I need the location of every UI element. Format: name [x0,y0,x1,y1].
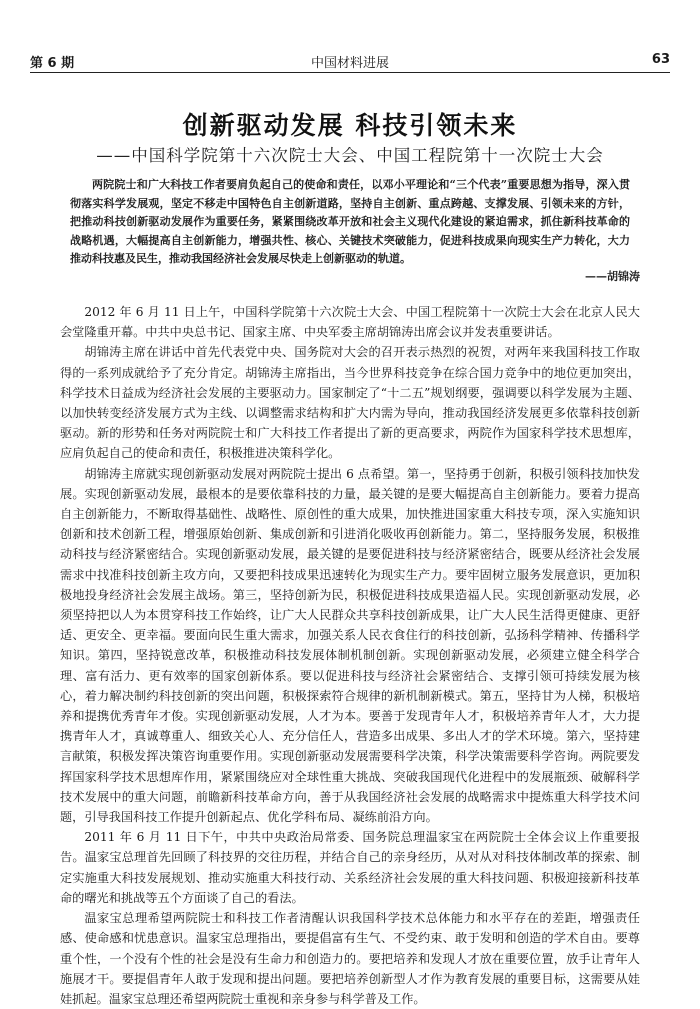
body-paragraph: 2012 年 6 月 11 日上午，中国科学院第十六次院士大会、中国工程院第十一次院士大会在北京人民大会堂隆重开幕。中共中央总书记、国家主席、中央军委主席胡锦涛出席会议并发表重要讲话。 [60,305,640,340]
article-body [60,302,640,1009]
page-number: 63 [651,52,670,67]
running-header [30,52,670,73]
journal-name: 中国材料进展 [310,56,389,71]
article-subtitle: ——中国科学院第十六次院士大会、中国工程院第十一次院士大会 [96,146,604,165]
body-paragraph: 胡锦涛主席在讲话中首先代表党中央、国务院对大会的召开表示热烈的祝贺，对两年来我国科技工作取得的一系列成就给予了充分肯定。胡锦涛主席指出，当今世界科技竞争在综合国力竞争中的地位更加突出，科学技术日益成为经济社会发展的主要驱动力。国家制定了“十二五”规划纲要，强调要以科学发展为主题、以加快转变经济发展方式为主线、以调整需求结构和扩大内需为导向，推动我国经济发展更多依靠科技创新驱动。新的形势和任务对两院院士和广大科技工作者提出了新的更高要求，两院作为国家科学技术思想库，应肩负起自己的使命和责任，积极推进决策科学化。 [60,345,640,461]
article-title: 创新驱动发展 科技引领未来 [182,111,518,140]
issue-number: 第 6 期 [30,56,75,71]
article-abstract: 两院院士和广大科技工作者要肩负起自己的使命和责任，以邓小平理论和“三个代表”重要思想为指导，深入贯彻落实科学发展观，坚定不移走中国特色自主创新道路，坚持自主创新、重点跨越、支撑发展、引领未来的方针，把推动科技创新驱动发展作为重要任务，紧紧围绕改革开放和社会主义现代化建设的紧迫需求，抓住新科技革命的战略机遇，大幅提高自主创新能力，增强共性、核心、关键技术突破能力，促进科技成果向现实生产力转化，大力推动科技惠及民生，推动我国经济社会发展尽快走上创新驱动的轨道。 [70,178,630,265]
abstract-signature: ——胡锦涛 [585,270,640,283]
body-paragraph: 胡锦涛主席就实现创新驱动发展对两院院士提出 6 点希望。第一，坚持勇于创新，积极引领科技加快发展。实现创新驱动发展，最根本的是要依靠科技的力量，最关键的是要大幅提高自主创新能力。要着力提高自主创新能力，不断取得基础性、战略性、原创性的重大成果，加快推进国家重大科技专项，深入实施知识创新和技术创新工程，增强原始创新、集成创新和引进消化吸收再创新能力。第二，坚持服务发展，积极推动科技与经济紧密结合。实现创新驱动发展，最关键的是要促进科技与经济紧密结合，既要从经济社会发展需求中找准科技创新主攻方向，又要把科技成果迅速转化为现实生产力。要牢固树立服务发展意识，更加积极地投身经济社会发展主战场。第三，坚持创新为民，积极促进科技成果造福人民。实现创新驱动发展，必须坚持把以人为本贯穿科技工作始终，让广大人民群众共享科技创新成果，让广大人民生活得更健康、更舒适、更安全、更幸福。要面向民生重大需求，加强关系人民衣食住行的科技创新，弘扬科学精神、传播科学知识。第四，坚持锐意改革，积极推动科技发展体制机制创新。实现创新驱动发展，必须建立健全科学合理、富有活力、更有效率的国家创新体系。要以促进科技与经济社会紧密结合、支撑引领可持续发展为核心，着力解决制约科技创新的突出问题，积极探索符合规律的新机制新模式。第五，坚持甘为人梯，积极培养和提携优秀青年才俊。实现创新驱动发展，人才为本。要善于发现青年人才，积极培养青年人才，大力提携青年人才，真诚尊重人、细致关心人、充分信任人，营造多出成果、多出人才的学术环境。第六，坚持建言献策，积极发挥决策咨询重要作用。实现创新驱动发展需要科学决策，科学决策需要科学咨询。两院要发挥国家科学技术思想库作用，紧紧围绕应对全球性重大挑战、突破我国现代化进程中的发展瓶颈、破解科学技术发展中的重大问题，前瞻新科技革命方向，善于从我国经济社会发展的战略需求中提炼重大科学技术问题，引导我国科技工作提升创新起点、优化学科布局、凝练前沿方向。 [60,466,640,825]
body-paragraph: 2011 年 6 月 11 日下午，中共中央政治局常委、国务院总理温家宝在两院院士全体会议上作重要报告。温家宝总理首先回顾了科技界的交往历程，并结合自己的亲身经历，从对从对科技体制改革的探索、制定实施重大科技发展规划、推动实施重大科技行动、关系经济社会发展的重大科技问题、积极迎接新科技革命的曙光和挑战等五个方面谈了自己的看法。 [60,830,640,905]
body-paragraph: 温家宝总理希望两院院士和科技工作者清醒认识我国科学技术总体能力和水平存在的差距，增强责任感、使命感和忧患意识。温家宝总理指出，要提倡富有生气、不受约束、敢于发明和创造的学术自由。要尊重个性，一个没有个性的社会是没有生命力和创造力的。要把培养和发现人才放在重要位置，放手让青年人施展才干。要提倡青年人敢于发现和提出问题。要把培养创新型人才作为教育发展的重要目标，这需要从娃娃抓起。温家宝总理还希望两院院士重视和亲身参与科学普及工作。 [60,911,640,1006]
